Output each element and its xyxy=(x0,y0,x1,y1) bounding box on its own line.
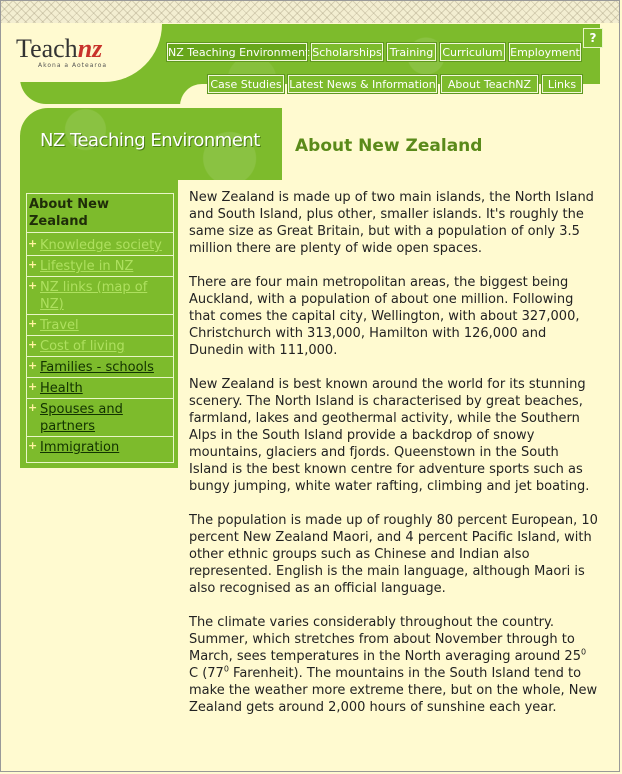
content-paragraph: New Zealand is made up of two main islands, the North Island and South Island, plus other, smaller islands. It's roughly the same size as Great Britain, but with a population of only 3.5 million there are plenty of wide open spaces. xyxy=(189,190,594,256)
content-paragraph: The population is made up of roughly 80 percent European, 10 percent New Zealand Maori, and 4 percent Pacific Island, with other ethnic groups such as Chinese and Indian also represented. English is the main language, although Maori is also recognised as an official language. xyxy=(189,513,598,596)
sidebar-item-label[interactable]: Immigration xyxy=(40,440,120,455)
content-paragraph: There are four main metropolitan areas, the biggest being Auckland, with a population of about one million. Following that comes the capital city, Wellington, with about 327,000, Christchurch with 313,000, Hamilton with 126,000 and Dunedin with 111,000. xyxy=(189,275,580,358)
nav-latest-news[interactable]: Latest News & Information xyxy=(288,75,437,93)
sidebar-heading: About New Zealand xyxy=(29,197,109,229)
degree-mark: 0 xyxy=(580,647,587,657)
sidebar-divider xyxy=(26,398,174,399)
plus-icon: + xyxy=(28,279,38,292)
nav-nz-teaching-environment[interactable]: NZ Teaching Environment xyxy=(167,43,307,61)
top-hatch-strip xyxy=(1,1,619,23)
sidebar-divider xyxy=(26,377,174,378)
plus-icon: + xyxy=(28,401,38,414)
nav-curriculum[interactable]: Curriculum xyxy=(440,43,505,61)
plus-icon: + xyxy=(28,359,38,372)
plus-icon: + xyxy=(28,258,38,271)
sidebar-divider xyxy=(26,436,174,437)
climate-text-b: C (77 xyxy=(189,666,224,681)
logo-prefix: Teach xyxy=(16,34,78,63)
nav-scholarships[interactable]: Scholarships xyxy=(311,43,383,61)
sidebar-item-immigration[interactable] xyxy=(28,439,172,456)
logo-tagline: Akona a Aotearoa xyxy=(38,62,108,69)
sidebar-item-label[interactable]: NZ links (map of NZ) xyxy=(40,280,148,312)
content-paragraph: New Zealand is best known around the world for its stunning scenery. The North Island is characterised by great beaches, farmland, lakes and geothermal activity, while the Southern Alps in the South Island provide a backdrop of snowy mountains, glaciers and fjords. Queenstown in the South Island is the best known centre for adventure sports such as bungy jumping, white water rafting, climbing and jet boating. xyxy=(189,377,590,494)
nav-links[interactable]: Links xyxy=(542,75,582,93)
sidebar-item-travel[interactable] xyxy=(28,317,172,334)
main-content xyxy=(189,189,599,733)
climate-text-c: Farenheit). The mountains in the South Island tend to make the weather more extreme there, but on the whole, New Zealand gets around 2,000 hours of sunshine each year. xyxy=(189,666,598,715)
section-title: NZ Teaching Environment xyxy=(40,130,260,151)
plus-icon: + xyxy=(28,439,38,452)
page-title: About New Zealand xyxy=(295,136,483,156)
plus-icon: + xyxy=(28,338,38,351)
sidebar-divider xyxy=(26,335,174,336)
plus-icon: + xyxy=(28,237,38,250)
sidebar-divider xyxy=(26,255,174,256)
sidebar-item-knowledge-society[interactable] xyxy=(28,237,172,254)
teachnz-logo[interactable] xyxy=(16,34,102,64)
logo-suffix: nz xyxy=(77,34,103,63)
plus-icon: + xyxy=(28,317,38,330)
sidebar-divider xyxy=(26,314,174,315)
sidebar-item-health[interactable] xyxy=(28,380,172,397)
sidebar-item-label[interactable]: Travel xyxy=(40,318,79,333)
plus-icon: + xyxy=(28,380,38,393)
nav-case-studies[interactable]: Case Studies xyxy=(208,75,284,93)
sidebar-divider xyxy=(26,276,174,277)
sidebar-item-label[interactable]: Families - schools xyxy=(40,360,154,375)
help-button[interactable]: ? xyxy=(583,28,603,48)
degree-mark: 0 xyxy=(223,664,229,674)
sidebar-item-label[interactable]: Health xyxy=(40,381,83,396)
sidebar-item-spouses-partners[interactable] xyxy=(28,401,172,435)
climate-text-a: The climate varies considerably throughout the country. Summer, which stretches from about November through to March, sees temperatures in the North averaging around 25 xyxy=(189,615,581,664)
content-paragraph-climate xyxy=(189,614,599,716)
sidebar-divider xyxy=(26,356,174,357)
nav-about-teachnz[interactable]: About TeachNZ xyxy=(441,75,538,93)
sidebar-item-label[interactable]: Spouses and partners xyxy=(40,402,123,434)
sidebar-divider xyxy=(26,232,174,233)
sidebar-item-cost-of-living[interactable] xyxy=(28,338,172,355)
sidebar-item-lifestyle[interactable] xyxy=(28,258,172,275)
nav-employment[interactable]: Employment xyxy=(509,43,581,61)
sidebar-item-families-schools[interactable] xyxy=(28,359,172,376)
sidebar-item-label[interactable]: Knowledge society xyxy=(40,238,162,253)
sidebar-item-nz-links[interactable] xyxy=(28,279,172,313)
sidebar-item-label[interactable]: Cost of living xyxy=(40,339,125,354)
nav-training[interactable]: Training xyxy=(387,43,436,61)
sidebar-item-label[interactable]: Lifestyle in NZ xyxy=(40,259,134,274)
